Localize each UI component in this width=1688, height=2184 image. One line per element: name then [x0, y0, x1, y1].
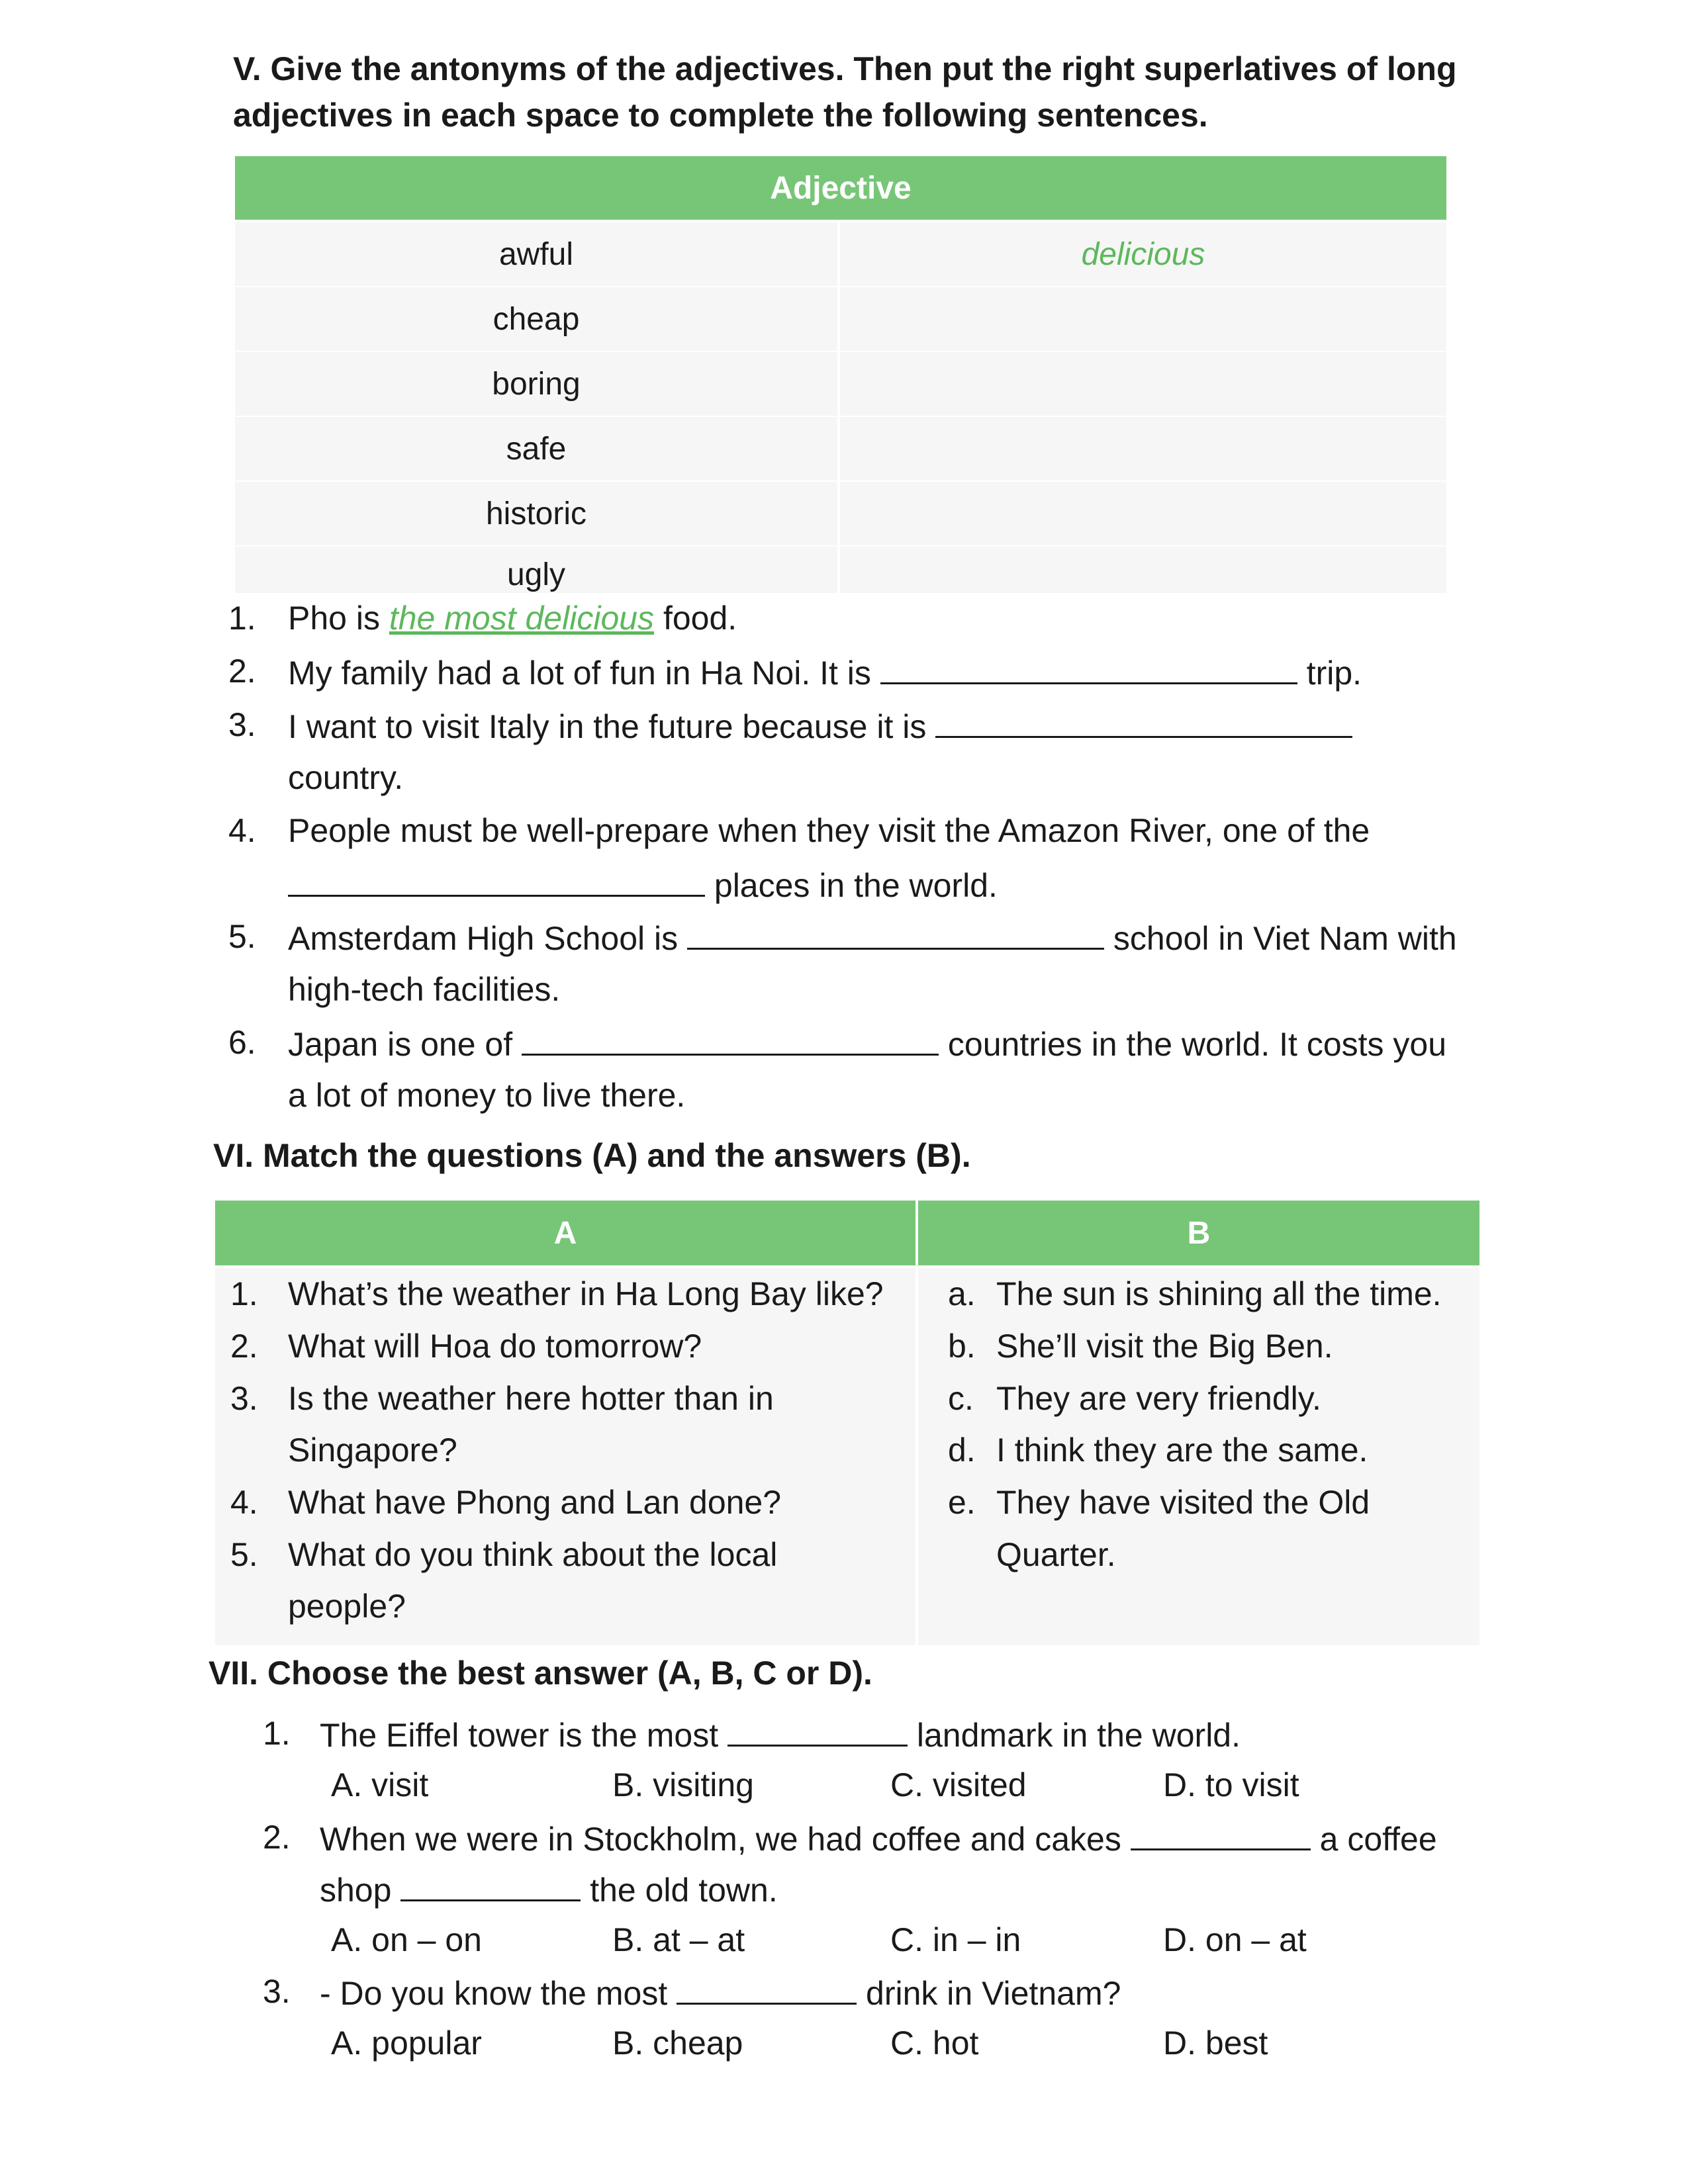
- question-text: shop: [320, 1872, 401, 1909]
- sentence-text: Amsterdam High School is: [288, 920, 688, 957]
- answer-letter: b.: [948, 1328, 976, 1365]
- sentence-4: People must be well-prepare when they visit the Amazon River, one of the: [288, 812, 1370, 849]
- antonym-cell: [840, 287, 1446, 351]
- sentence-6-cont: a lot of money to live there.: [288, 1077, 686, 1114]
- answer-text: The sun is shining all the time.: [996, 1275, 1442, 1312]
- answer-text: I think they are the same.: [996, 1432, 1368, 1469]
- sentence-2: [288, 652, 1362, 692]
- antonym-cell: delicious: [840, 222, 1446, 286]
- question-number: 4.: [230, 1484, 258, 1521]
- sentence-number: 4.: [228, 812, 256, 849]
- antonym-cell: [840, 352, 1446, 416]
- section5-title-line1: V. Give the antonyms of the adjectives. Then put the right superlatives of long: [233, 50, 1457, 87]
- question-text: Is the weather here hotter than in: [288, 1380, 774, 1417]
- sentence-text: food.: [654, 600, 737, 637]
- adjective-cell: cheap: [235, 287, 837, 351]
- option-a[interactable]: A. visit: [331, 1766, 429, 1803]
- mc-question-2-cont: [320, 1869, 778, 1909]
- sentence-text: school in Viet Nam with: [1104, 920, 1457, 957]
- question-text-cont: people?: [288, 1588, 406, 1625]
- sentence-text: countries in the world. It costs you: [939, 1026, 1447, 1063]
- sentence-number: 3.: [228, 706, 256, 743]
- answer-blank[interactable]: [400, 1869, 581, 1901]
- option-a[interactable]: A. popular: [331, 2025, 482, 2062]
- answer-text-cont: Quarter.: [996, 1536, 1116, 1573]
- answer-letter: e.: [948, 1484, 976, 1521]
- answer-letter: c.: [948, 1380, 974, 1417]
- sentence-6: [288, 1023, 1446, 1064]
- column-b-header: B: [918, 1201, 1479, 1265]
- question-text: What will Hoa do tomorrow?: [288, 1328, 702, 1365]
- answer-text: She’ll visit the Big Ben.: [996, 1328, 1333, 1365]
- answer-blank[interactable]: [727, 1714, 908, 1747]
- answer-text: They have visited the Old: [996, 1484, 1370, 1521]
- sentence-text: I want to visit Italy in the future because it is: [288, 708, 936, 745]
- sentence-text: trip.: [1297, 655, 1362, 692]
- question-number: 2.: [263, 1819, 291, 1856]
- answer-letter: a.: [948, 1275, 976, 1312]
- adjective-cell: awful: [235, 222, 837, 286]
- option-c[interactable]: C. hot: [890, 2025, 979, 2062]
- option-c[interactable]: C. in – in: [890, 1921, 1021, 1958]
- answer-blank[interactable]: [935, 705, 1352, 738]
- sentence-1: [288, 599, 737, 637]
- section7-title: VII. Choose the best answer (A, B, C or D).: [209, 1655, 872, 1692]
- antonym-cell: [840, 417, 1446, 480]
- sentence-3: [288, 705, 1352, 746]
- sentence-text: My family had a lot of fun in Ha Noi. It is: [288, 655, 880, 692]
- table-row: [235, 222, 1446, 287]
- question-number: 2.: [230, 1328, 258, 1365]
- answer-blank[interactable]: [880, 652, 1297, 684]
- answer-blank[interactable]: [522, 1023, 939, 1056]
- sentence-text: Japan is one of: [288, 1026, 522, 1063]
- answer-text: They are very friendly.: [996, 1380, 1321, 1417]
- answer-blank[interactable]: [288, 864, 705, 897]
- section5-title-line2: adjectives in each space to complete the following sentences.: [233, 97, 1208, 134]
- question-number: 3.: [230, 1380, 258, 1417]
- question-text-cont: Singapore?: [288, 1432, 457, 1469]
- question-text: What have Phong and Lan done?: [288, 1484, 782, 1521]
- table-row: [235, 547, 1446, 593]
- adjective-cell: boring: [235, 352, 837, 416]
- table-row: [235, 352, 1446, 417]
- column-a-header: A: [215, 1201, 915, 1265]
- option-b[interactable]: B. visiting: [612, 1766, 754, 1803]
- question-text: landmark in the world.: [908, 1717, 1241, 1754]
- adjective-table-header: Adjective: [235, 156, 1446, 220]
- option-d[interactable]: D. best: [1163, 2025, 1268, 2062]
- antonym-cell: [840, 482, 1446, 545]
- answer-blank[interactable]: [677, 1972, 857, 2005]
- option-b[interactable]: B. at – at: [612, 1921, 745, 1958]
- sentence-5-cont: high-tech facilities.: [288, 971, 561, 1008]
- sentence-3-cont: country.: [288, 759, 404, 796]
- answer-blank[interactable]: [1131, 1818, 1311, 1850]
- option-a[interactable]: A. on – on: [331, 1921, 482, 1958]
- adjective-cell: ugly: [235, 547, 837, 593]
- question-text: the old town.: [581, 1872, 778, 1909]
- sentence-text: Pho is: [288, 600, 389, 637]
- question-text: - Do you know the most: [320, 1975, 677, 2012]
- table-row: [235, 417, 1446, 482]
- question-number: 1.: [263, 1715, 291, 1752]
- example-answer: the most delicious: [389, 600, 655, 637]
- question-number: 5.: [230, 1536, 258, 1573]
- question-text: What’s the weather in Ha Long Bay like?: [288, 1275, 884, 1312]
- adjective-cell: safe: [235, 417, 837, 480]
- answer-blank[interactable]: [687, 917, 1104, 950]
- option-b[interactable]: B. cheap: [612, 2025, 743, 2062]
- table-row: [235, 482, 1446, 547]
- question-text: a coffee: [1310, 1821, 1437, 1858]
- antonym-cell: [840, 547, 1446, 593]
- answer-letter: d.: [948, 1432, 976, 1469]
- sentence-5: [288, 917, 1457, 958]
- sentence-number: 6.: [228, 1024, 256, 1061]
- question-text: The Eiffel tower is the most: [320, 1717, 727, 1754]
- sentence-4-cont: [288, 864, 998, 905]
- option-d[interactable]: D. to visit: [1163, 1766, 1299, 1803]
- section6-title: VI. Match the questions (A) and the answers (B).: [213, 1137, 971, 1174]
- table-row: [235, 287, 1446, 352]
- question-text: When we were in Stockholm, we had coffee and cakes: [320, 1821, 1131, 1858]
- question-text: drink in Vietnam?: [857, 1975, 1121, 2012]
- mc-question-3: [320, 1972, 1121, 2013]
- question-text: What do you think about the local: [288, 1536, 778, 1573]
- sentence-number: 2.: [228, 653, 256, 690]
- option-c[interactable]: C. visited: [890, 1766, 1027, 1803]
- sentence-number: 5.: [228, 918, 256, 955]
- mc-question-2: [320, 1818, 1437, 1858]
- sentence-number: 1.: [228, 600, 256, 637]
- mc-question-1: [320, 1714, 1241, 1754]
- question-number: 1.: [230, 1275, 258, 1312]
- option-d[interactable]: D. on – at: [1163, 1921, 1307, 1958]
- sentence-text: places in the world.: [705, 867, 998, 904]
- adjective-cell: historic: [235, 482, 837, 545]
- question-number: 3.: [263, 1973, 291, 2010]
